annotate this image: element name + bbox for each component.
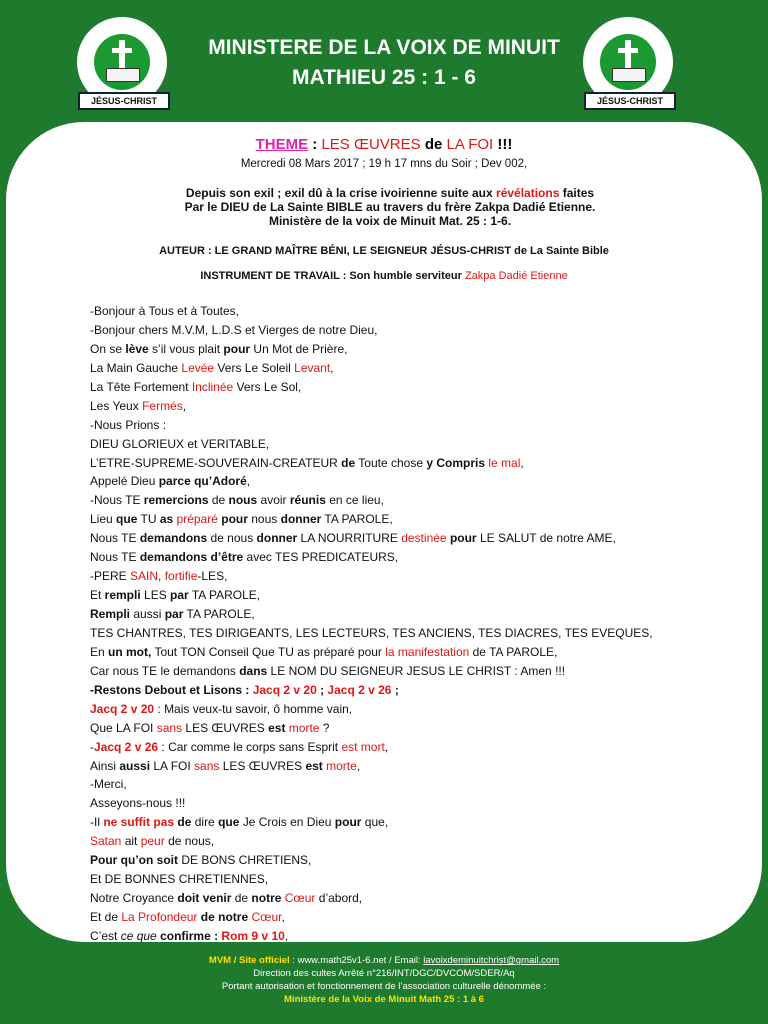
authorization-line: Portant autorisation et fonctionnement de l’association culturelle dénommée : bbox=[221, 981, 547, 992]
text-segment: La Main Gauche bbox=[90, 360, 182, 375]
text-segment: DIEU GLORIEUX et VERITABLE, bbox=[90, 436, 270, 451]
ministry-logo-right bbox=[578, 12, 678, 112]
text-segment: La Profondeur bbox=[121, 910, 198, 924]
text-line bbox=[90, 605, 690, 624]
text-line bbox=[90, 700, 690, 719]
text-line bbox=[90, 548, 690, 567]
text-segment: ; bbox=[316, 682, 328, 697]
text-segment: Notre Croyance bbox=[90, 891, 178, 906]
text-segment: Vers Le Soleil bbox=[214, 360, 295, 375]
text-segment: -Bonjour à Tous et à Toutes, bbox=[90, 304, 239, 318]
text-segment: as bbox=[159, 512, 174, 527]
text-segment: , bbox=[356, 758, 361, 773]
text-segment: LE SALUT de notre AME, bbox=[476, 531, 616, 546]
text-segment: Nous TE bbox=[90, 550, 140, 565]
text-segment: Car nous TE le demandons bbox=[90, 663, 240, 678]
text-segment: de nous bbox=[207, 531, 257, 546]
text-line bbox=[90, 927, 690, 946]
text-line bbox=[90, 775, 690, 794]
text-segment: d’abord, bbox=[315, 891, 363, 906]
text-segment: morte bbox=[288, 720, 320, 735]
text-segment: Levée bbox=[181, 360, 215, 375]
text-segment: dire bbox=[191, 815, 219, 830]
text-segment: , bbox=[246, 474, 251, 489]
theme-heading: THEME : LES ŒUVRES de LA FOI !!! bbox=[255, 136, 513, 153]
text-segment: nous bbox=[228, 493, 258, 508]
text-segment: sans bbox=[194, 758, 220, 773]
text-segment: Tout TON Conseil Que TU as préparé pour bbox=[151, 644, 386, 659]
text-segment: confirme : bbox=[160, 928, 219, 943]
text-segment: Levant bbox=[294, 360, 331, 375]
text-segment: préparé bbox=[176, 512, 218, 527]
text-segment: Fermés bbox=[142, 398, 183, 413]
bible-icon bbox=[106, 68, 140, 82]
text-segment: -Merci, bbox=[90, 777, 127, 792]
text-segment: SAIN bbox=[130, 569, 159, 584]
text-segment: ? bbox=[319, 720, 330, 735]
text-segment: Toute chose bbox=[355, 455, 427, 470]
text-segment: TES CHANTRES, TES DIRIGEANTS, LES LECTEURS, TES ANCIENS, TES DIACRES, TES EVEQUES, bbox=[90, 625, 653, 640]
site-label: MVM / Site officiel bbox=[208, 955, 290, 966]
text-line bbox=[90, 681, 690, 700]
text-segment: rempli bbox=[104, 588, 141, 603]
text-segment: Rom 9 v 10 bbox=[221, 928, 285, 943]
text-segment: dans bbox=[239, 663, 268, 678]
text-segment: LE NOM DU SEIGNEUR JESUS LE CHRIST : Amen !!! bbox=[267, 663, 566, 678]
text-segment: : Mais veux-tu savoir, ô homme vain, bbox=[154, 701, 353, 716]
text-segment: pour bbox=[223, 341, 251, 356]
text-line bbox=[90, 435, 690, 454]
text-line bbox=[90, 662, 690, 681]
text-segment: pour bbox=[334, 815, 362, 830]
text-segment: que, bbox=[361, 815, 389, 830]
text-segment: d’être bbox=[210, 550, 244, 565]
ministry-title: MINISTERE DE LA VOIX DE MINUIT bbox=[208, 36, 560, 59]
text-segment: pour bbox=[221, 512, 248, 527]
text-segment: de bbox=[341, 455, 356, 470]
text-segment: en ce lieu, bbox=[325, 493, 384, 508]
text-segment: donner bbox=[280, 512, 322, 527]
text-segment: remercions bbox=[143, 493, 209, 508]
text-line bbox=[90, 302, 690, 321]
text-line bbox=[90, 359, 690, 378]
text-segment: Les Yeux bbox=[90, 398, 143, 413]
text-segment: ait bbox=[121, 834, 141, 849]
text-segment: TU bbox=[137, 512, 160, 527]
text-line bbox=[90, 397, 690, 416]
text-segment: Lieu bbox=[90, 512, 117, 527]
text-segment: aussi bbox=[119, 758, 151, 773]
text-segment: Pour qu’on soit bbox=[90, 853, 178, 868]
text-segment: un mot, bbox=[108, 644, 152, 659]
text-segment: LA NOURRITURE bbox=[297, 531, 402, 546]
text-segment: , bbox=[520, 455, 524, 470]
text-segment: On se bbox=[90, 341, 126, 356]
text-segment: LA FOI bbox=[150, 758, 195, 773]
text-segment: Inclinée bbox=[191, 379, 234, 394]
logo-banner: JÉSUS-CHRIST bbox=[78, 92, 170, 110]
text-segment: L’ETRE-SUPREME-SOUVERAIN-CREATEUR bbox=[90, 455, 342, 470]
text-segment: nous bbox=[247, 512, 281, 527]
author-line: AUTEUR : LE GRAND MAÎTRE BÉNI, LE SEIGNEUR JÉSUS-CHRIST de La Sainte Bible bbox=[159, 245, 609, 257]
text-segment: Un Mot de Prière, bbox=[250, 341, 348, 356]
text-segment: de bbox=[200, 910, 215, 924]
text-segment: LES bbox=[140, 588, 171, 603]
sermon-text bbox=[90, 302, 690, 946]
text-segment: de nous, bbox=[164, 834, 215, 849]
sermon-date: Mercredi 08 Mars 2017 ; 19 h 17 mns du Soir ; Dev 002, bbox=[240, 158, 528, 170]
text-segment: morte bbox=[326, 758, 357, 773]
text-segment: Jacq 2 v 26 bbox=[94, 739, 159, 754]
text-segment: demandons bbox=[139, 531, 208, 546]
text-line bbox=[90, 794, 690, 813]
text-segment: LES ŒUVRES bbox=[219, 758, 306, 773]
text-segment: est bbox=[268, 720, 286, 735]
text-segment: venir bbox=[202, 891, 232, 906]
text-segment: que bbox=[116, 512, 138, 527]
text-segment: , bbox=[330, 360, 334, 375]
text-segment: y Compris bbox=[426, 455, 486, 470]
text-segment: Je Crois en Dieu bbox=[239, 815, 335, 830]
text-segment: de bbox=[208, 493, 229, 508]
text-segment: avec TES PREDICATEURS, bbox=[243, 550, 399, 565]
text-line bbox=[90, 851, 690, 870]
instrument-line: INSTRUMENT DE TRAVAIL : Son humble serviteur Zakpa Dadié Etienne bbox=[200, 270, 568, 282]
text-segment: Ainsi bbox=[90, 758, 120, 773]
text-segment: -PERE bbox=[90, 569, 131, 584]
text-segment: -Restons Debout et Lisons : bbox=[90, 682, 253, 697]
text-segment: , bbox=[284, 928, 289, 943]
text-segment: de bbox=[177, 815, 192, 830]
text-segment: Que LA FOI bbox=[90, 720, 157, 735]
text-segment: TA PAROLE, bbox=[188, 588, 261, 603]
text-segment: pour bbox=[449, 531, 477, 546]
text-line bbox=[90, 643, 690, 662]
logo-banner: JÉSUS-CHRIST bbox=[584, 92, 676, 110]
theme-label: THEME bbox=[255, 136, 309, 153]
association-name: Ministère de la Voix de Minuit Math 25 : 1 à 6 bbox=[284, 994, 484, 1005]
text-segment: lève bbox=[125, 341, 149, 356]
text-line bbox=[90, 813, 690, 832]
text-segment: Cœur bbox=[251, 910, 282, 924]
text-line bbox=[90, 832, 690, 851]
text-segment: s’il vous plait bbox=[148, 341, 224, 356]
text-segment: LES ŒUVRES bbox=[182, 720, 269, 735]
text-line bbox=[90, 738, 690, 757]
text-segment: Jacq 2 v 20 bbox=[252, 682, 317, 697]
footer: MVM / Site officiel : www.math25v1-6.net / Email: lavoixdeminuitchrist@gmail.com Direction des cultes Arrêté n°216/INT/DGC/DVCOM/SDER/Aq Portant autorisation et fonctionnement de l’association culturelle dénommée : Ministère de la Voix de Minuit Math 25 : 1 à 6 bbox=[0, 954, 768, 1006]
text-segment: -Bonjour chers M.V.M, L.D.S et Vierges de notre Dieu, bbox=[90, 322, 378, 337]
text-segment: Et bbox=[90, 588, 105, 603]
text-line bbox=[90, 889, 690, 908]
text-segment: Jacq 2 v 26 bbox=[327, 682, 392, 697]
text-segment: ; bbox=[391, 682, 399, 697]
text-segment: ne suffit pas bbox=[103, 815, 175, 830]
decree-line: Direction des cultes Arrêté n°216/INT/DGC/DVCOM/SDER/Aq bbox=[253, 968, 515, 979]
text-segment: demandons bbox=[139, 550, 208, 565]
text-line bbox=[90, 719, 690, 738]
text-segment: -Nous Prions : bbox=[90, 417, 167, 432]
text-segment: - bbox=[90, 739, 94, 754]
ministry-logo-left bbox=[72, 12, 172, 112]
text-line bbox=[90, 908, 690, 927]
text-line bbox=[90, 454, 690, 473]
text-segment: , bbox=[281, 910, 285, 924]
text-segment: par bbox=[164, 607, 184, 621]
text-line bbox=[90, 586, 690, 605]
text-segment: notre bbox=[251, 891, 282, 906]
text-segment: , bbox=[384, 739, 389, 754]
text-segment: est mort bbox=[341, 739, 385, 754]
text-segment: donner bbox=[256, 531, 298, 546]
text-segment: peur bbox=[140, 834, 165, 849]
scripture-reference: MATHIEU 25 : 1 - 6 bbox=[292, 66, 476, 89]
intro-paragraph: Depuis son exil ; exil dû à la crise ivoirienne suite aux révélations faites Par le DIEU de La Sainte BIBLE au travers du frère Zakpa Dadié Etienne. Ministère de la voix de Minuit Mat. 25 : 1-6. bbox=[184, 186, 596, 228]
text-line bbox=[90, 321, 690, 340]
text-segment: Et de bbox=[90, 910, 122, 924]
text-segment: destinée bbox=[401, 531, 447, 546]
text-line bbox=[90, 510, 690, 529]
text-segment: Cœur bbox=[284, 891, 316, 906]
text-segment: de TA PAROLE, bbox=[469, 644, 558, 659]
text-segment: avoir bbox=[257, 493, 290, 508]
text-segment: Nous TE bbox=[90, 531, 140, 546]
text-line bbox=[90, 529, 690, 548]
text-segment: la manifestation bbox=[385, 644, 470, 659]
text-segment: ce que bbox=[120, 928, 157, 943]
text-segment: réunis bbox=[289, 493, 326, 508]
text-segment: parce qu’Adoré bbox=[158, 474, 247, 489]
text-segment: , bbox=[182, 398, 187, 413]
text-segment: aussi bbox=[130, 607, 165, 621]
text-segment: notre bbox=[218, 910, 249, 924]
bible-icon bbox=[612, 68, 646, 82]
text-line bbox=[90, 870, 690, 889]
text-segment: sans bbox=[156, 720, 183, 735]
text-line bbox=[90, 757, 690, 776]
text-segment: Jacq 2 v 20 bbox=[90, 701, 155, 716]
text-segment: Appelé Dieu bbox=[90, 474, 159, 489]
email-link[interactable]: lavoixdeminuitchrist@gmail.com bbox=[423, 955, 560, 966]
text-segment: TA PAROLE, bbox=[321, 512, 393, 527]
text-line bbox=[90, 624, 690, 643]
text-segment: fortifie bbox=[164, 569, 198, 584]
text-segment: -LES, bbox=[197, 569, 228, 584]
text-segment: -Nous TE bbox=[90, 493, 144, 508]
text-line bbox=[90, 378, 690, 397]
text-segment: Et DE BONNES CHRETIENNES, bbox=[90, 872, 269, 887]
text-segment: Vers Le Sol, bbox=[233, 379, 302, 394]
text-segment: -Il bbox=[90, 815, 104, 830]
text-segment: par bbox=[170, 588, 189, 603]
text-line bbox=[90, 416, 690, 435]
text-line bbox=[90, 472, 690, 491]
text-line bbox=[90, 340, 690, 359]
text-line bbox=[90, 491, 690, 510]
text-segment: est bbox=[305, 758, 323, 773]
text-segment: C’est bbox=[90, 928, 121, 943]
text-segment: que bbox=[218, 815, 240, 830]
text-segment: de bbox=[231, 891, 252, 906]
text-segment: TA PAROLE, bbox=[183, 607, 255, 621]
text-segment: , bbox=[158, 569, 165, 584]
text-segment: : Car comme le corps sans Esprit bbox=[158, 739, 342, 754]
text-segment: doit bbox=[177, 891, 200, 906]
text-segment: En bbox=[90, 644, 109, 659]
text-segment: Satan bbox=[90, 834, 122, 849]
text-line bbox=[90, 567, 690, 586]
text-segment: le mal bbox=[488, 455, 521, 470]
text-segment: La Tête Fortement bbox=[90, 379, 192, 394]
text-segment: DE BONS CHRETIENS, bbox=[178, 853, 312, 868]
text-segment: Rempli bbox=[90, 607, 131, 621]
text-segment: Asseyons-nous !!! bbox=[90, 796, 186, 811]
